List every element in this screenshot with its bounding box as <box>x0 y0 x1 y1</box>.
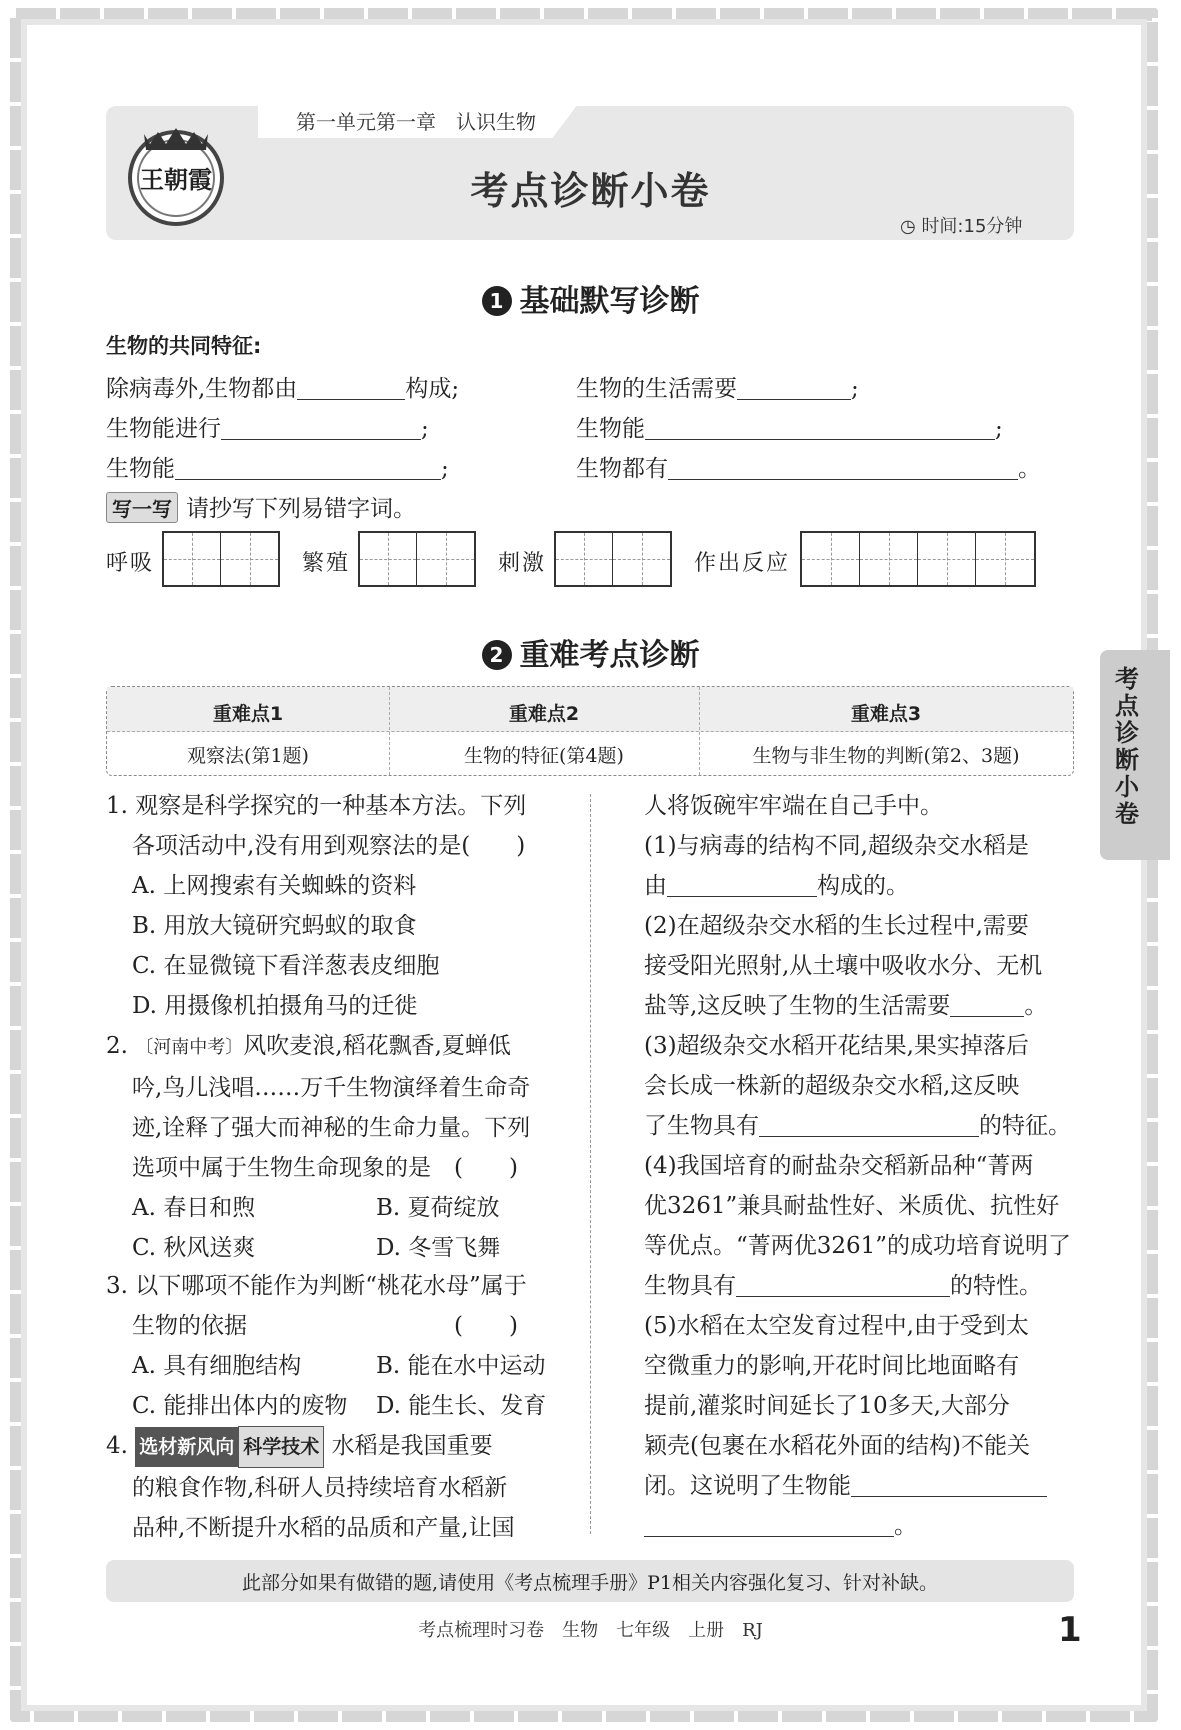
svg-text:王朝霞: 王朝霞 <box>140 165 212 194</box>
fill-blank[interactable] <box>950 992 1024 1017</box>
writing-grid[interactable] <box>800 531 1036 587</box>
option[interactable]: A. 春日和煦 <box>132 1195 256 1221</box>
fill-blank[interactable] <box>221 415 421 440</box>
science-tag: 科学技术 <box>238 1426 324 1468</box>
time-limit: ◷ 时间:15分钟 <box>900 216 1023 237</box>
column-divider <box>590 794 591 1534</box>
fill-blank[interactable] <box>851 1472 1047 1497</box>
question-1: 1. 观察是科学探究的一种基本方法。下列 各项活动中,没有用到观察法的是( ) A. 上网搜索有关蜘蛛的资料 B. 用放大镜研究蚂蚁的取食 C. 在显微镜下看洋葱表皮细胞 D. 用摄像机拍摄角马的迁徙 <box>106 786 526 1026</box>
option[interactable]: B. 能在水中运动 <box>376 1353 546 1379</box>
fill-blank[interactable] <box>175 455 441 480</box>
writing-grid[interactable] <box>358 531 476 587</box>
fill-blank[interactable] <box>297 375 405 400</box>
page-info: 考点梳理时习卷 生物 七年级 上册 RJ <box>418 1620 763 1641</box>
option[interactable]: D. 用摄像机拍摄角马的迁徙 <box>132 993 418 1019</box>
option[interactable]: C. 能排出体内的废物 <box>132 1393 348 1419</box>
new-trend-tag: 选材新风向 <box>135 1427 238 1467</box>
fill-line-1: 除病毒外,生物都由 构成; <box>106 376 460 402</box>
write-instruction: 写一写 请抄写下列易错字词。 <box>106 490 416 523</box>
option[interactable]: A. 上网搜索有关蜘蛛的资料 <box>132 873 417 899</box>
word-label: 作出反应 <box>694 551 791 576</box>
table-header: 重难点1 <box>212 703 284 725</box>
fill-line-3: 生物能进行 ; <box>106 416 429 442</box>
question-4-continued: 人将饭碗牢牢端在自己手中。 (1)与病毒的结构不同,超级杂交水稻是 由 构成的。 (2)在超级杂交水稻的生长过程中,需要 接受阳光照射,从土壤中吸收水分、无机 盐等,这反映了生物的生活需要 。 (3)超级杂交水稻开花结果,果实掉落后 会长成一株新的超级杂交水稻,这反映 了生物具有 的特征。 (4)我国培育的耐盐杂交稻新品种“菁两 优3261”兼具耐盐性好、米质优、抗性好 等优点。“菁两优3261”的成功培育说明了 生物具有 的特性。 (5)水稻在太空发育过程中,由于受到太 空微重力的影响,开花时间比地面略有 提前,灌浆时间延长了10多天,大部分 颖壳(包裹在水稻花外面的结构)不能关 闭。这说明了生物能 。 <box>644 793 1072 1539</box>
side-tab-label: 考点诊断小卷 <box>1115 665 1139 828</box>
fill-line-5: 生物能 ; <box>106 456 449 482</box>
fill-line-2: 生物的生活需要 ; <box>576 376 859 402</box>
writing-grid[interactable] <box>554 531 672 587</box>
fill-blank[interactable] <box>645 415 995 440</box>
word-label: 刺激 <box>498 551 547 576</box>
question-2: 2. 〔河南中考〕风吹麦浪,稻花飘香,夏蝉低 吟,鸟儿浅唱……万千生物演绎着生命奇 迹,诠释了强大而神秘的生命力量。下列 选项中属于生物生命现象的是 ( ) A. 春日和煦 B. 夏荷绽放 C. 秋风送爽 D. 冬雪飞舞 <box>106 1026 530 1268</box>
fill-blank[interactable] <box>644 1512 894 1537</box>
fill-blank[interactable] <box>737 375 851 400</box>
option[interactable]: D. 能生长、发育 <box>376 1393 547 1419</box>
page-number: 1 <box>1058 1610 1082 1650</box>
section1-title: 1 基础默写诊断 <box>0 276 1181 320</box>
word-label: 呼吸 <box>106 551 155 576</box>
table-header: 重难点3 <box>850 703 922 725</box>
clock-icon: ◷ <box>900 216 922 237</box>
fill-blank[interactable] <box>667 872 817 897</box>
table-header: 重难点2 <box>508 703 580 725</box>
option[interactable]: C. 在显微镜下看洋葱表皮细胞 <box>132 953 440 979</box>
fill-blank[interactable] <box>736 1272 950 1297</box>
writing-grid[interactable] <box>162 531 280 587</box>
source-tag: 〔河南中考〕 <box>135 1037 244 1058</box>
question-3: 3. 以下哪项不能作为判断“桃花水母”属于 生物的依据 ( ) A. 具有细胞结构 B. 能在水中运动 C. 能排出体内的废物 D. 能生长、发育 <box>106 1266 546 1426</box>
option[interactable]: B. 用放大镜研究蚂蚁的取食 <box>132 913 417 939</box>
table-cell: 观察法(第1题) <box>187 745 309 767</box>
fill-line-4: 生物能 ; <box>576 416 1003 442</box>
option[interactable]: B. 夏荷绽放 <box>376 1195 500 1221</box>
fill-line-6: 生物都有 。 <box>576 456 1041 482</box>
footer-note: 此部分如果有做错的题,请使用《考点梳理手册》P1相关内容强化复习、针对补缺。 <box>242 1572 938 1594</box>
unit-title: 第一单元第一章 认识生物 <box>296 110 536 134</box>
page-title: 考点诊断小卷 <box>470 169 711 213</box>
option[interactable]: C. 秋风送爽 <box>132 1235 256 1261</box>
fill-blank[interactable] <box>759 1112 979 1137</box>
section1-subtitle: 生物的共同特征: <box>106 334 262 358</box>
fill-blank[interactable] <box>668 455 1018 480</box>
table-cell: 生物的特征(第4题) <box>464 745 624 767</box>
section2-title: 2 重难考点诊断 <box>0 630 1181 674</box>
word-label: 繁殖 <box>302 551 351 576</box>
key-points-table <box>106 686 1074 776</box>
option[interactable]: D. 冬雪飞舞 <box>376 1235 501 1261</box>
option[interactable]: A. 具有细胞结构 <box>132 1353 302 1379</box>
table-cell: 生物与非生物的判断(第2、3题) <box>752 745 1020 767</box>
question-4: 4. 选材新风向 科学技术 水稻是我国重要 的粮食作物,科研人员持续培育水稻新 品种,不断提升水稻的品质和产量,让国 <box>106 1426 515 1548</box>
